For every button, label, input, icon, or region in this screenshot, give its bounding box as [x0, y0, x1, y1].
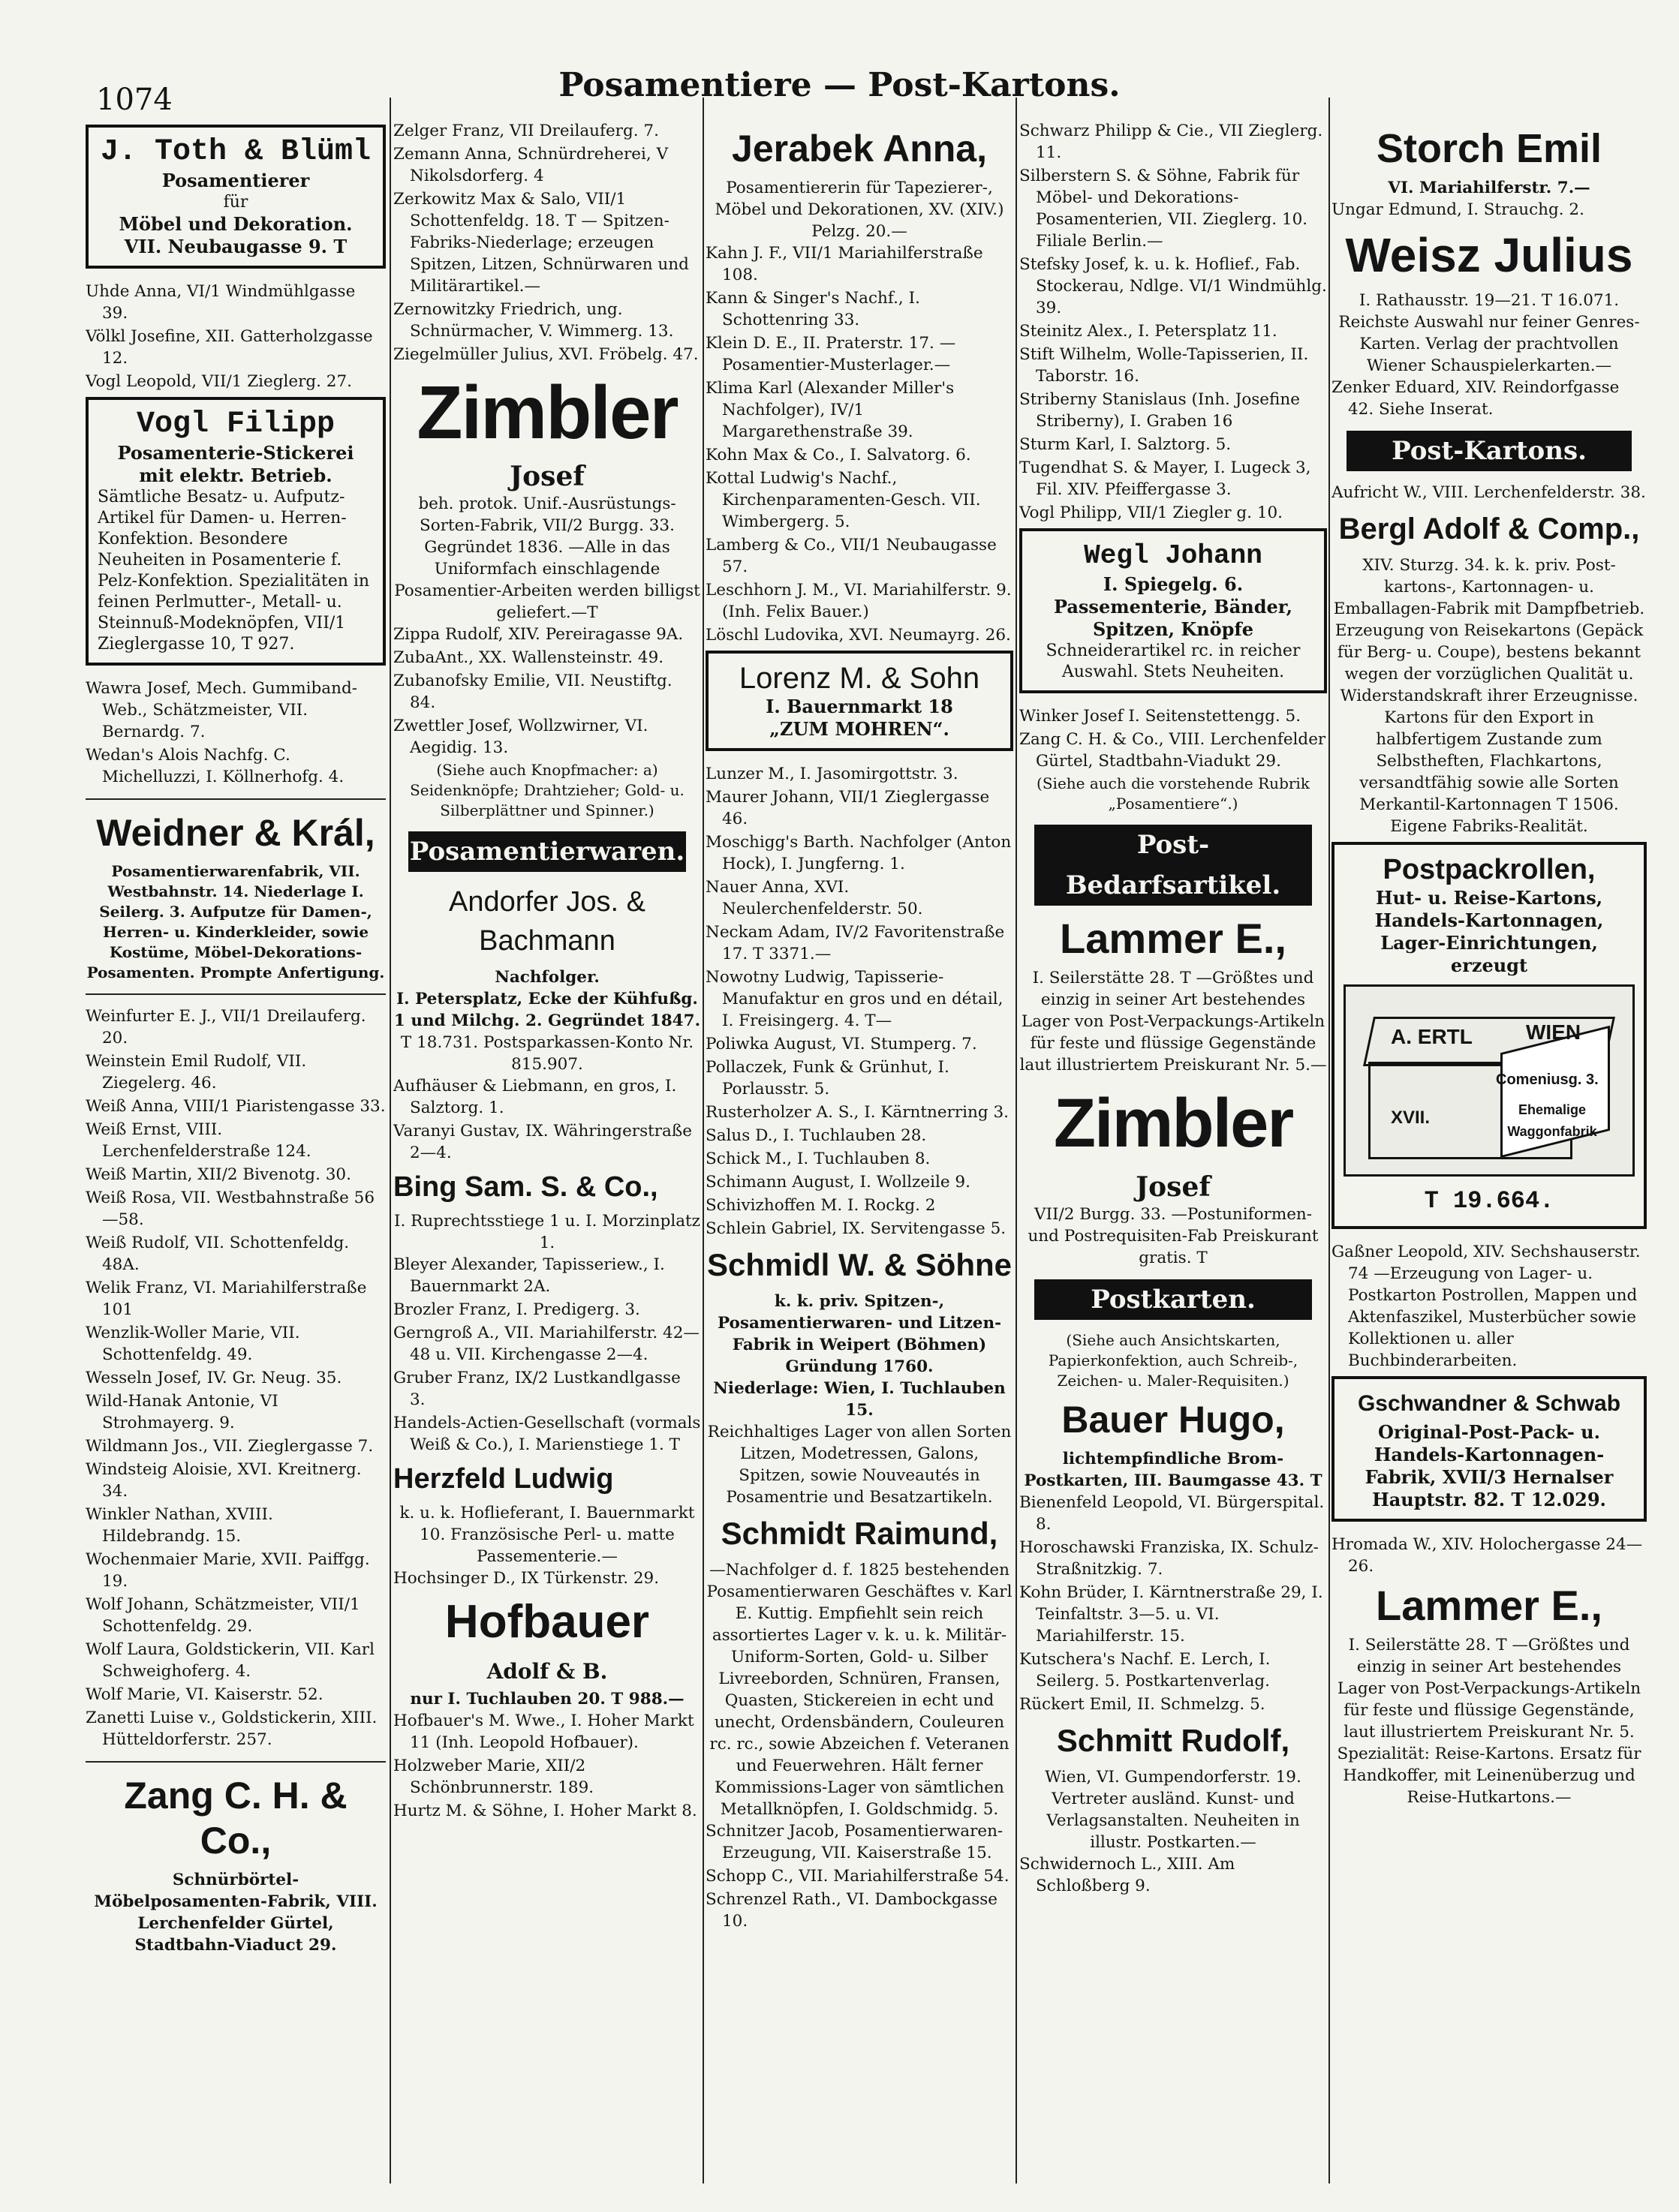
column-rule [390, 98, 391, 2183]
running-head: Posamentiere — Post-Kartons. [558, 66, 1121, 104]
gschwandner-name: Gschwandner & Schwab [1357, 1391, 1621, 1416]
weidner-name: Weidner & Král, [96, 812, 375, 854]
toth-line: Posamentierer [161, 170, 310, 191]
directory-entry: Bleyer Alexander, Tapisseriew., I. Bauernmarkt 2A. [393, 1255, 665, 1296]
column-1 [86, 120, 386, 2191]
directory-entry: Silberstern S. & Söhne, Fabrik für Möbel- und Dekorations-Posamenterien, VII. Zieglerg. 10. Filiale Berlin.— [1019, 167, 1308, 251]
section-banner: Post-Kartons. [1347, 431, 1632, 471]
andorfer-tail: T 18.731. Postsparkassen-Konto Nr. 815.907. [400, 1033, 694, 1074]
directory-entry: Hochsinger D., IX Türkenstr. 29. [393, 1569, 660, 1588]
zang-text: Schnürbörtel- Möbelposamenten-Fabrik, VIII. Lerchenfelder Gürtel, Stadtbahn-Viaduct 29. [94, 1871, 378, 1955]
directory-entry: Wochenmaier Marie, XVII. Paiffgg. 19. [86, 1550, 370, 1591]
wegl-advert [1019, 528, 1327, 693]
entry-list [86, 1005, 386, 1751]
lorenz-name: Lorenz M. & Sohn [739, 662, 980, 695]
entry-list [393, 1254, 701, 1456]
entry-list [1331, 377, 1647, 420]
bauer-name: Bauer Hugo, [1061, 1399, 1285, 1441]
directory-entry: Wedan's Alois Nachfg. C. Michelluzzi, I. Köllnerhofg. 4. [86, 746, 345, 786]
directory-entry: Schopp C., VII. Mariahilferstraße 54. [706, 1867, 1010, 1886]
column-5 [1331, 120, 1647, 2191]
directory-entry: Zwettler Josef, Wollzwirner, VI. Aegidig. 13. [393, 717, 648, 757]
directory-entry: Völkl Josefine, XII. Gatterholzgasse 12. [86, 327, 373, 368]
zimbler2-name: Zimbler [1053, 1085, 1293, 1162]
vogl-line: Posamenterie-Stickerei mit elektr. Betrieb. [117, 442, 354, 486]
entry-list [393, 1075, 701, 1164]
entry-list [1019, 1492, 1327, 1715]
hofbauer-sub: Adolf & B. [486, 1659, 608, 1684]
directory-entry: Nowotny Ludwig, Tapisserie-Manufaktur en gros und en détail, I. Freisingerg. 4. T— [706, 968, 1003, 1030]
entry-list [1331, 1241, 1647, 1372]
directory-entry: Gaßner Leopold, XIV. Sechshauserstr. 74 —Erzeugung von Lager- u. Postkarton Postrollen, Mappen und Aktenfaszikel, Musterbücher sowie Kollektionen u. aller Buchbinderarbeiten. [1331, 1243, 1641, 1370]
entry-list [1331, 1534, 1647, 1577]
entry-list [86, 678, 386, 788]
directory-entry: Weiß Rudolf, VII. Schottenfeldg. 48A. [86, 1234, 350, 1274]
directory-entry: Bienenfeld Leopold, VI. Bürgerspital. 8. [1019, 1493, 1325, 1534]
directory-entry: Weiß Ernst, VIII. Lerchenfelderstraße 124. [86, 1120, 311, 1161]
entry-list [706, 242, 1013, 646]
directory-entry: Klein D. E., II. Praterstr. 17. —Posamentier-Musterlager.— [706, 334, 956, 374]
ertl-advert [1331, 842, 1647, 1229]
lorenz-advert [706, 651, 1013, 751]
bing-name: Bing Sam. S. & Co., [393, 1171, 658, 1203]
lammer2-name: Lammer E., [1376, 1582, 1602, 1629]
directory-entry: Zelger Franz, VII Dreilauferg. 7. [393, 122, 659, 140]
directory-entry: Hromada W., XIV. Holochergasse 24—26. [1331, 1535, 1643, 1576]
toth-line: für [223, 193, 248, 212]
zimbler2-text: VII/2 Burgg. 33. —Postuniformen- und Postrequisiten-Fab Preiskurant gratis. T [1028, 1205, 1319, 1267]
bauer-text: lichtempfindliche Brom-Postkarten, III. Baumgasse 43. T [1024, 1450, 1322, 1490]
directory-entry: Moschigg's Barth. Nachfolger (Anton Hock), I. Jungferng. 1. [706, 833, 1012, 873]
weisz-name: Weisz Julius [1345, 228, 1633, 282]
storch-name: Storch Emil [1376, 126, 1602, 171]
zimbler-sub: Josef [510, 461, 585, 492]
directory-entry: Wawra Josef, Mech. Gummiband-Web., Schätzmeister, VII. Bernardg. 7. [86, 679, 357, 741]
directory-entry: Sturm Karl, I. Salztorg. 5. [1019, 435, 1232, 454]
directory-entry: Schrenzel Rath., VI. Dambockgasse 10. [706, 1890, 997, 1931]
directory-entry: Holzweber Marie, XII/2 Schönbrunnerstr. 189. [393, 1757, 594, 1797]
directory-entry: Lamberg & Co., VII/1 Neubaugasse 57. [706, 536, 997, 576]
directory-entry: Pollaczek, Funk & Grünhut, I. Porlausstr. 5. [706, 1058, 949, 1098]
directory-entry: Horoschawski Franziska, IX. Schulz-Straßnitzkig. 7. [1019, 1538, 1319, 1579]
page-number: 1074 [96, 83, 173, 117]
section-banner: Posamentierwaren. [408, 831, 686, 872]
lorenz-line: I. Bauernmarkt 18 [766, 696, 953, 717]
directory-entry: Wolf Johann, Schätzmeister, VII/1 Schottenfeldg. 29. [86, 1595, 360, 1636]
box-illustration [1344, 984, 1635, 1177]
directory-entry: Poliwka August, VI. Stumperg. 7. [706, 1035, 977, 1053]
entry-list [1331, 199, 1647, 221]
directory-entry: Schnitzer Jacob, Posamentierwaren-Erzeugung, VII. Kaiserstraße 15. [706, 1822, 1003, 1862]
directory-entry: Weinfurter E. J., VII/1 Dreilauferg. 20. [86, 1007, 366, 1047]
directory-entry: Winker Josef I. Seitenstettengg. 5. [1019, 707, 1301, 726]
ertl-name: Postpackrollen, [1383, 854, 1596, 885]
wegl-line: I. Spiegelg. 6. Passementerie, Bänder, Spitzen, Knöpfe [1053, 573, 1293, 640]
section-banner: Post-Bedarfsartikel. [1034, 825, 1312, 906]
directory-entry: Kohn Max & Co., I. Salvatorg. 6. [706, 446, 971, 464]
directory-entry: Weinstein Emil Rudolf, VII. Ziegelerg. 46. [86, 1052, 307, 1092]
lammer-name: Lammer E., [1060, 915, 1286, 962]
postkarten-note: (Siehe auch Ansichtskarten, Papierkonfektion, auch Schreib-, Zeichen- u. Maler-Requisiten.) [1048, 1331, 1298, 1390]
directory-entry: Wolf Marie, VI. Kaiserstr. 52. [86, 1685, 323, 1704]
directory-entry: Aufricht W., VIII. Lerchenfelderstr. 38. [1331, 483, 1646, 502]
wegl-line: Schneiderartikel rc. in reicher Auswahl. Stets Neuheiten. [1046, 642, 1301, 681]
lammer2-text: I. Seilerstätte 28. T —Größtes und einzig in seiner Art bestehendes Lager von Post-Verpackungs-Artikeln für feste und flüssige Gegenstände, laut illustriertem Preiskurant Nr. 5. Spezialität: Reise-Kartons. Ersatz für Handkoffer, mit Leinenüberzug und Reise-Hutkartons.— [1337, 1636, 1641, 1807]
directory-entry: Zernowitzky Friedrich, ung. Schnürmacher, V. Wimmerg. 13. [393, 300, 674, 341]
directory-entry: Zubanofsky Emilie, VII. Neustiftg. 84. [393, 672, 673, 712]
weisz-text: I. Rathausstr. 19—21. T 16.071. Reichste Auswahl nur feiner Genres-Karten. Verlag der prachtvollen Wiener Schauspielerkarten.— [1338, 291, 1640, 375]
entry-list [393, 1710, 701, 1822]
see-also-note: (Siehe auch die vorstehende Rubrik „Posamentiere“.) [1037, 774, 1310, 813]
andorfer-sub: Nachfolger. [495, 968, 600, 987]
directory-entry: Leschhorn J. M., VI. Mariahilferstr. 9. (Inh. Felix Bauer.) [706, 581, 1012, 621]
directory-entry: Zippa Rudolf, XIV. Pereiragasse 9A. [393, 625, 684, 644]
directory-entry: Klima Karl (Alexander Miller's Nachfolger), IV/1 Margarethenstraße 39. [706, 379, 955, 441]
herzfeld-name: Herzfeld Ludwig [393, 1463, 614, 1495]
directory-entry: Welik Franz, VI. Mariahilferstraße 101 [86, 1279, 367, 1319]
directory-entry: Varanyi Gustav, IX. Währingerstraße 2—4. [393, 1122, 692, 1162]
directory-entry: Striberny Stanislaus (Inh. Josefine Striberny), I. Graben 16 [1019, 390, 1300, 431]
bergl-text: XIV. Sturzg. 34. k. k. priv. Post-kartons-, Kartonnagen- u. Emballagen-Fabrik mit Dampfbetrieb. Erzeugung von Reisekartons (Gepäck für Berg- u. Coupe), bestens bekannt wegen der vorzüglichen Qualität u. Widerstandskraft ihrer Erzeugnisse. Kartons für den Export in halbfertigem Zustande zum Selbstheften, Flachkartons, versandtfähig sowie alle Sorten Merkantil-Kartonnagen T 1506. Eigene Fabriks-Realität. [1333, 556, 1645, 836]
toth-name: J. Toth & Blüml [100, 135, 372, 169]
column-3 [706, 120, 1013, 2191]
directory-entry: Zemann Anna, Schnürdreherei, V Nikolsdorferg. 4 [393, 145, 669, 185]
entry-list [1019, 705, 1327, 772]
directory-entry: Schick M., I. Tuchlauben 8. [706, 1150, 931, 1168]
hofbauer-name: Hofbauer [444, 1596, 650, 1648]
directory-entry: Vogl Philipp, VII/1 Ziegler g. 10. [1019, 503, 1283, 522]
directory-entry: Kutschera's Nachf. E. Lerch, I. Seilerg. 5. Postkartenverlag. [1019, 1650, 1271, 1691]
schmidt-name: Schmidt Raimund, [721, 1516, 998, 1551]
zimbler-name: Zimbler [417, 371, 678, 455]
zimbler-text: beh. protok. Unif.-Ausrüstungs-Sorten-Fabrik, VII/2 Burgg. 33. Gegründet 1836. —Alle in das Uniformfach einschlagende Posamentier-Arbeiten werden billigst geliefert.—T [394, 494, 700, 622]
lorenz-line: „ZUM MOHREN“. [769, 718, 949, 740]
andorfer-name: Andorfer Jos. & Bachmann [449, 886, 645, 957]
see-also-note: (Siehe auch Knopfmacher: a) Seidenknöpfe; Drahtzieher; Gold- u. Silberplättner und Spinner.) [410, 761, 685, 819]
directory-entry: Wildmann Jos., VII. Zieglergasse 7. [86, 1437, 374, 1456]
vogl-advert [86, 397, 386, 666]
wegl-name: Wegl Johann [1084, 540, 1262, 571]
weidner-text: Posamentierwarenfabrik, VII. Westbahnstr. 14. Niederlage I. Seilerg. 3. Aufputze für Damen-, Herren- u. Kinderkleider, sowie Kostüme, Möbel-Dekorations-Posamenten. Prompte Anfertigung. [86, 862, 385, 981]
herzfeld-text: k. u. k. Hoflieferant, I. Bauernmarkt 10. Französische Perl- u. matte Passementerie.— [399, 1504, 695, 1566]
entry-list [706, 763, 1013, 1240]
directory-entry: Maurer Johann, VII/1 Zieglergasse 46. [706, 788, 990, 828]
box-label: XVII. [1391, 1108, 1431, 1128]
directory-entry: Aufhäuser & Liebmann, en gros, I. Salztorg. 1. [393, 1077, 677, 1117]
entry-list [393, 1567, 701, 1589]
directory-entry: Weiß Rosa, VII. Westbahnstraße 56—58. [86, 1189, 375, 1229]
directory-entry: Wild-Hanak Antonie, VI Strohmayerg. 9. [86, 1392, 278, 1432]
directory-entry: Rusterholzer A. S., I. Kärntnerring 3. [706, 1103, 1009, 1122]
box-label: A. ERTL [1391, 1025, 1473, 1048]
directory-entry: Kann & Singer's Nachf., I. Schottenring 33. [706, 289, 920, 329]
entry-list [706, 1820, 1013, 1932]
ertl-phone: T 19.664. [1424, 1187, 1554, 1215]
directory-entry: Wolf Laura, Goldstickerin, VII. Karl Schweighoferg. 4. [86, 1640, 375, 1681]
ertl-line: Hut- u. Reise-Kartons, Handels-Kartonnagen, Lager-Einrichtungen, erzeugt [1374, 887, 1604, 976]
directory-entry: Hurtz M. & Söhne, I. Hoher Markt 8. [393, 1802, 697, 1820]
vogl-name: Vogl Filipp [136, 407, 335, 441]
entry-list [1019, 1853, 1327, 1897]
section-banner: Postkarten. [1034, 1279, 1312, 1320]
directory-entry: Zang C. H. & Co., VIII. Lerchenfelder Gürtel, Stadtbahn-Viadukt 29. [1019, 730, 1326, 771]
toth-line: Möbel und Dekoration. [119, 213, 353, 235]
directory-entry: Gerngroß A., VII. Mariahilferstr. 42—48 u. VII. Kirchengasse 2—4. [393, 1324, 700, 1364]
column-2 [393, 120, 701, 2191]
directory-entry: Lunzer M., I. Jasomirgottstr. 3. [706, 765, 958, 783]
directory-entry: Windsteig Aloisie, XVI. Kreitnerg. 34. [86, 1460, 362, 1501]
entry-list [1019, 120, 1327, 524]
divider [86, 798, 386, 800]
schmitt-name: Schmitt Rudolf, [1056, 1723, 1290, 1758]
column-4 [1019, 120, 1327, 2191]
directory-entry: Schivizhoffen M. I. Rockg. 2 [706, 1196, 936, 1215]
directory-entry: Weiß Martin, XII/2 Bivenotg. 30. [86, 1165, 351, 1184]
zang-name: Zang C. H. & Co., [124, 1775, 348, 1862]
directory-entry: Steinitz Alex., I. Petersplatz 11. [1019, 322, 1277, 341]
entry-list [86, 281, 386, 392]
directory-entry: Schwidernoch L., XIII. Am Schloßberg 9. [1019, 1855, 1235, 1895]
directory-entry: Kahn J. F., VII/1 Mariahilferstraße 108. [706, 244, 983, 284]
directory-entry: Wesseln Josef, IV. Gr. Neug. 35. [86, 1369, 342, 1387]
schmidl-desc: Reichhaltiges Lager von allen Sorten Litzen, Modetressen, Galons, Spitzen, sowie Nouveautés in Posamentrie und Besatzartikeln. [707, 1423, 1012, 1507]
directory-entry: Handels-Actien-Gesellschaft (vormals Weiß & Co.), I. Marienstiege 1. T [393, 1414, 701, 1454]
directory-entry: Vogl Leopold, VII/1 Zieglerg. 27. [86, 372, 353, 391]
directory-entry: Kohn Brüder, I. Kärntnerstraße 29, I. Teinfaltstr. 3—5. u. VI. Mariahilferstr. 15. [1019, 1583, 1323, 1645]
toth-advert [86, 125, 386, 269]
schmidt-text: —Nachfolger d. f. 1825 bestehenden Posamentierwaren Geschäftes v. Karl E. Kuttig. Empfiehlt sein reich assortiertes Lager v. k. u. k. Militär-Uniform-Sorten, Gold- u. Silber Livreeborden, Schnüren, Fransen, Quasten, Stickereien in echt und unecht, Ordensbändern, Couleuren rc. rc., sowie Abzeichen f. Veteranen und Feuerwehren. Hält ferner Kommissions-Lager von sämtlichen Metallknöpfen, I. Goldschmidg. 5. [706, 1561, 1013, 1819]
directory-entry: Brozler Franz, I. Predigerg. 3. [393, 1300, 640, 1319]
directory-entry: Tugendhat S. & Mayer, I. Lugeck 3, Fil. XIV. Pfeiffergasse 3. [1019, 458, 1311, 499]
schmidl-name: Schmidl W. & Söhne [706, 1247, 1013, 1282]
andorfer-text: I. Petersplatz, Ecke der Kühfußg. 1 und Milchg. 2. Gegründet 1847. [393, 990, 701, 1030]
directory-entry: Rückert Emil, II. Schmelzg. 5. [1019, 1695, 1265, 1714]
directory-entry: Weiß Anna, VIII/1 Piaristengasse 33. [86, 1097, 386, 1116]
directory-entry: Hofbauer's M. Wwe., I. Hoher Markt 11 (Inh. Leopold Hofbauer). [393, 1712, 694, 1752]
divider [86, 993, 386, 995]
directory-entry: Neckam Adam, IV/2 Favoritenstraße 17. T 3371.— [706, 923, 1005, 963]
gschwandner-advert [1331, 1376, 1647, 1522]
entry-list [1331, 482, 1647, 503]
hofbauer-text: nur I. Tuchlauben 20. T 988.— [410, 1690, 685, 1709]
schmidl-tail: Niederlage: Wien, I. Tuchlauben 15. [713, 1379, 1006, 1420]
directory-entry: Winkler Nathan, XVIII. Hildebrandg. 15. [86, 1505, 273, 1546]
bergl-name: Bergl Adolf & Comp., [1338, 512, 1640, 545]
directory-entry: Zerkowitz Max & Salo, VII/1 Schottenfeldg. 18. T — Spitzen-Fabriks-Niederlage; erzeugen Spitzen, Litzen, Schnürwaren und Militärartikel.— [393, 190, 689, 296]
directory-entry: Nauer Anna, XVI. Neulerchenfelderstr. 50. [706, 878, 923, 918]
directory-entry: Salus D., I. Tuchlauben 28. [706, 1126, 927, 1145]
gschwandner-text: Original-Post-Pack- u. Handels-Kartonnagen-Fabrik, XVII/3 Hernalser Hauptstr. 82. T 12.029. [1365, 1421, 1614, 1510]
box-label: WIEN [1526, 1020, 1581, 1044]
column-rule [1328, 98, 1330, 2183]
entry-list [393, 624, 701, 759]
divider [86, 1761, 386, 1763]
box-label: Ehemalige Waggonfabrik [1507, 1102, 1597, 1139]
toth-line: VII. Neubaugasse 9. T [124, 236, 348, 257]
zimbler2-sub: Josef [1136, 1171, 1211, 1203]
directory-entry: Wenzlik-Woller Marie, VII. Schottenfeldg. 49. [86, 1324, 300, 1364]
vogl-text: Sämtliche Besatz- u. Aufputz-Artikel für Damen- u. Herren-Konfektion. Besondere Neuheiten in Posamenterie f. Pelz-Konfektion. Spezialitäten in feinen Perlmutter-, Metall- u. Steinnuß-Modeknöpfen, VII/1 Zieglergasse 10, T 927. [98, 488, 370, 654]
box-label: Comeniusg. 3. [1496, 1071, 1599, 1088]
directory-entry: Ziegelmüller Julius, XVI. Fröbelg. 47. [393, 345, 699, 364]
lammer-text: I. Seilerstätte 28. T —Größtes und einzig in seiner Art bestehendes Lager von Post-Verpackungs-Artikeln für feste und flüssige Gegenstände laut illustriertem Preiskurant Nr. 5.— [1019, 969, 1327, 1074]
column-rule [1016, 98, 1017, 2183]
directory-entry: Gruber Franz, IX/2 Lustkandlgasse 3. [393, 1369, 681, 1409]
jerabek-name: Jerabek Anna, [732, 128, 987, 170]
directory-entry: Kottal Ludwig's Nachf., Kirchenparamenten-Gesch. VII. Wimbergerg. 5. [706, 469, 981, 531]
directory-entry: Stift Wilhelm, Wolle-Tapisserien, II. Taborstr. 16. [1019, 345, 1309, 386]
directory-entry: Schwarz Philipp & Cie., VII Zieglerg. 11. [1019, 122, 1323, 162]
jerabek-text: Posamentiererin für Tapezierer-, Möbel und Dekorationen, XV. (XIV.) Pelzg. 20.— [715, 179, 1004, 241]
bing-text: I. Ruprechtsstiege 1 u. I. Morzinplatz 1. [393, 1212, 701, 1252]
schmidl-text: k. k. priv. Spitzen-, Posamentierwaren- und Litzen-Fabrik in Weipert (Böhmen) Gründung 1760. [717, 1292, 1002, 1376]
directory-entry: Zenker Eduard, XIV. Reindorfgasse 42. Siehe Inserat. [1331, 378, 1620, 419]
storch-text: VI. Mariahilferstr. 7.— [1388, 179, 1590, 197]
directory-entry: Zanetti Luise v., Goldstickerin, XIII. Hütteldorferstr. 257. [86, 1709, 378, 1749]
directory-entry: Stefsky Josef, k. u. k. Hoflief., Fab. Stockerau, Ndlge. VI/1 Windmühlg. 39. [1019, 255, 1327, 317]
directory-entry: Ungar Edmund, I. Strauchg. 2. [1331, 200, 1584, 219]
directory-entry: Schlein Gabriel, IX. Servitengasse 5. [706, 1219, 1006, 1238]
column-rule [703, 98, 704, 2183]
directory-entry: Schimann August, I. Wollzeile 9. [706, 1173, 970, 1192]
directory-entry: Löschl Ludovika, XVI. Neumayrg. 26. [706, 626, 1011, 645]
directory-entry: ZubaAnt., XX. Wallensteinstr. 49. [393, 648, 664, 667]
entry-list [393, 120, 701, 365]
schmitt-text: Wien, VI. Gumpendorferstr. 19. Vertreter ausländ. Kunst- und Verlagsanstalten. Neuheiten in illustr. Postkarten.— [1045, 1768, 1301, 1852]
directory-entry: Uhde Anna, VI/1 Windmühlgasse 39. [86, 282, 356, 323]
